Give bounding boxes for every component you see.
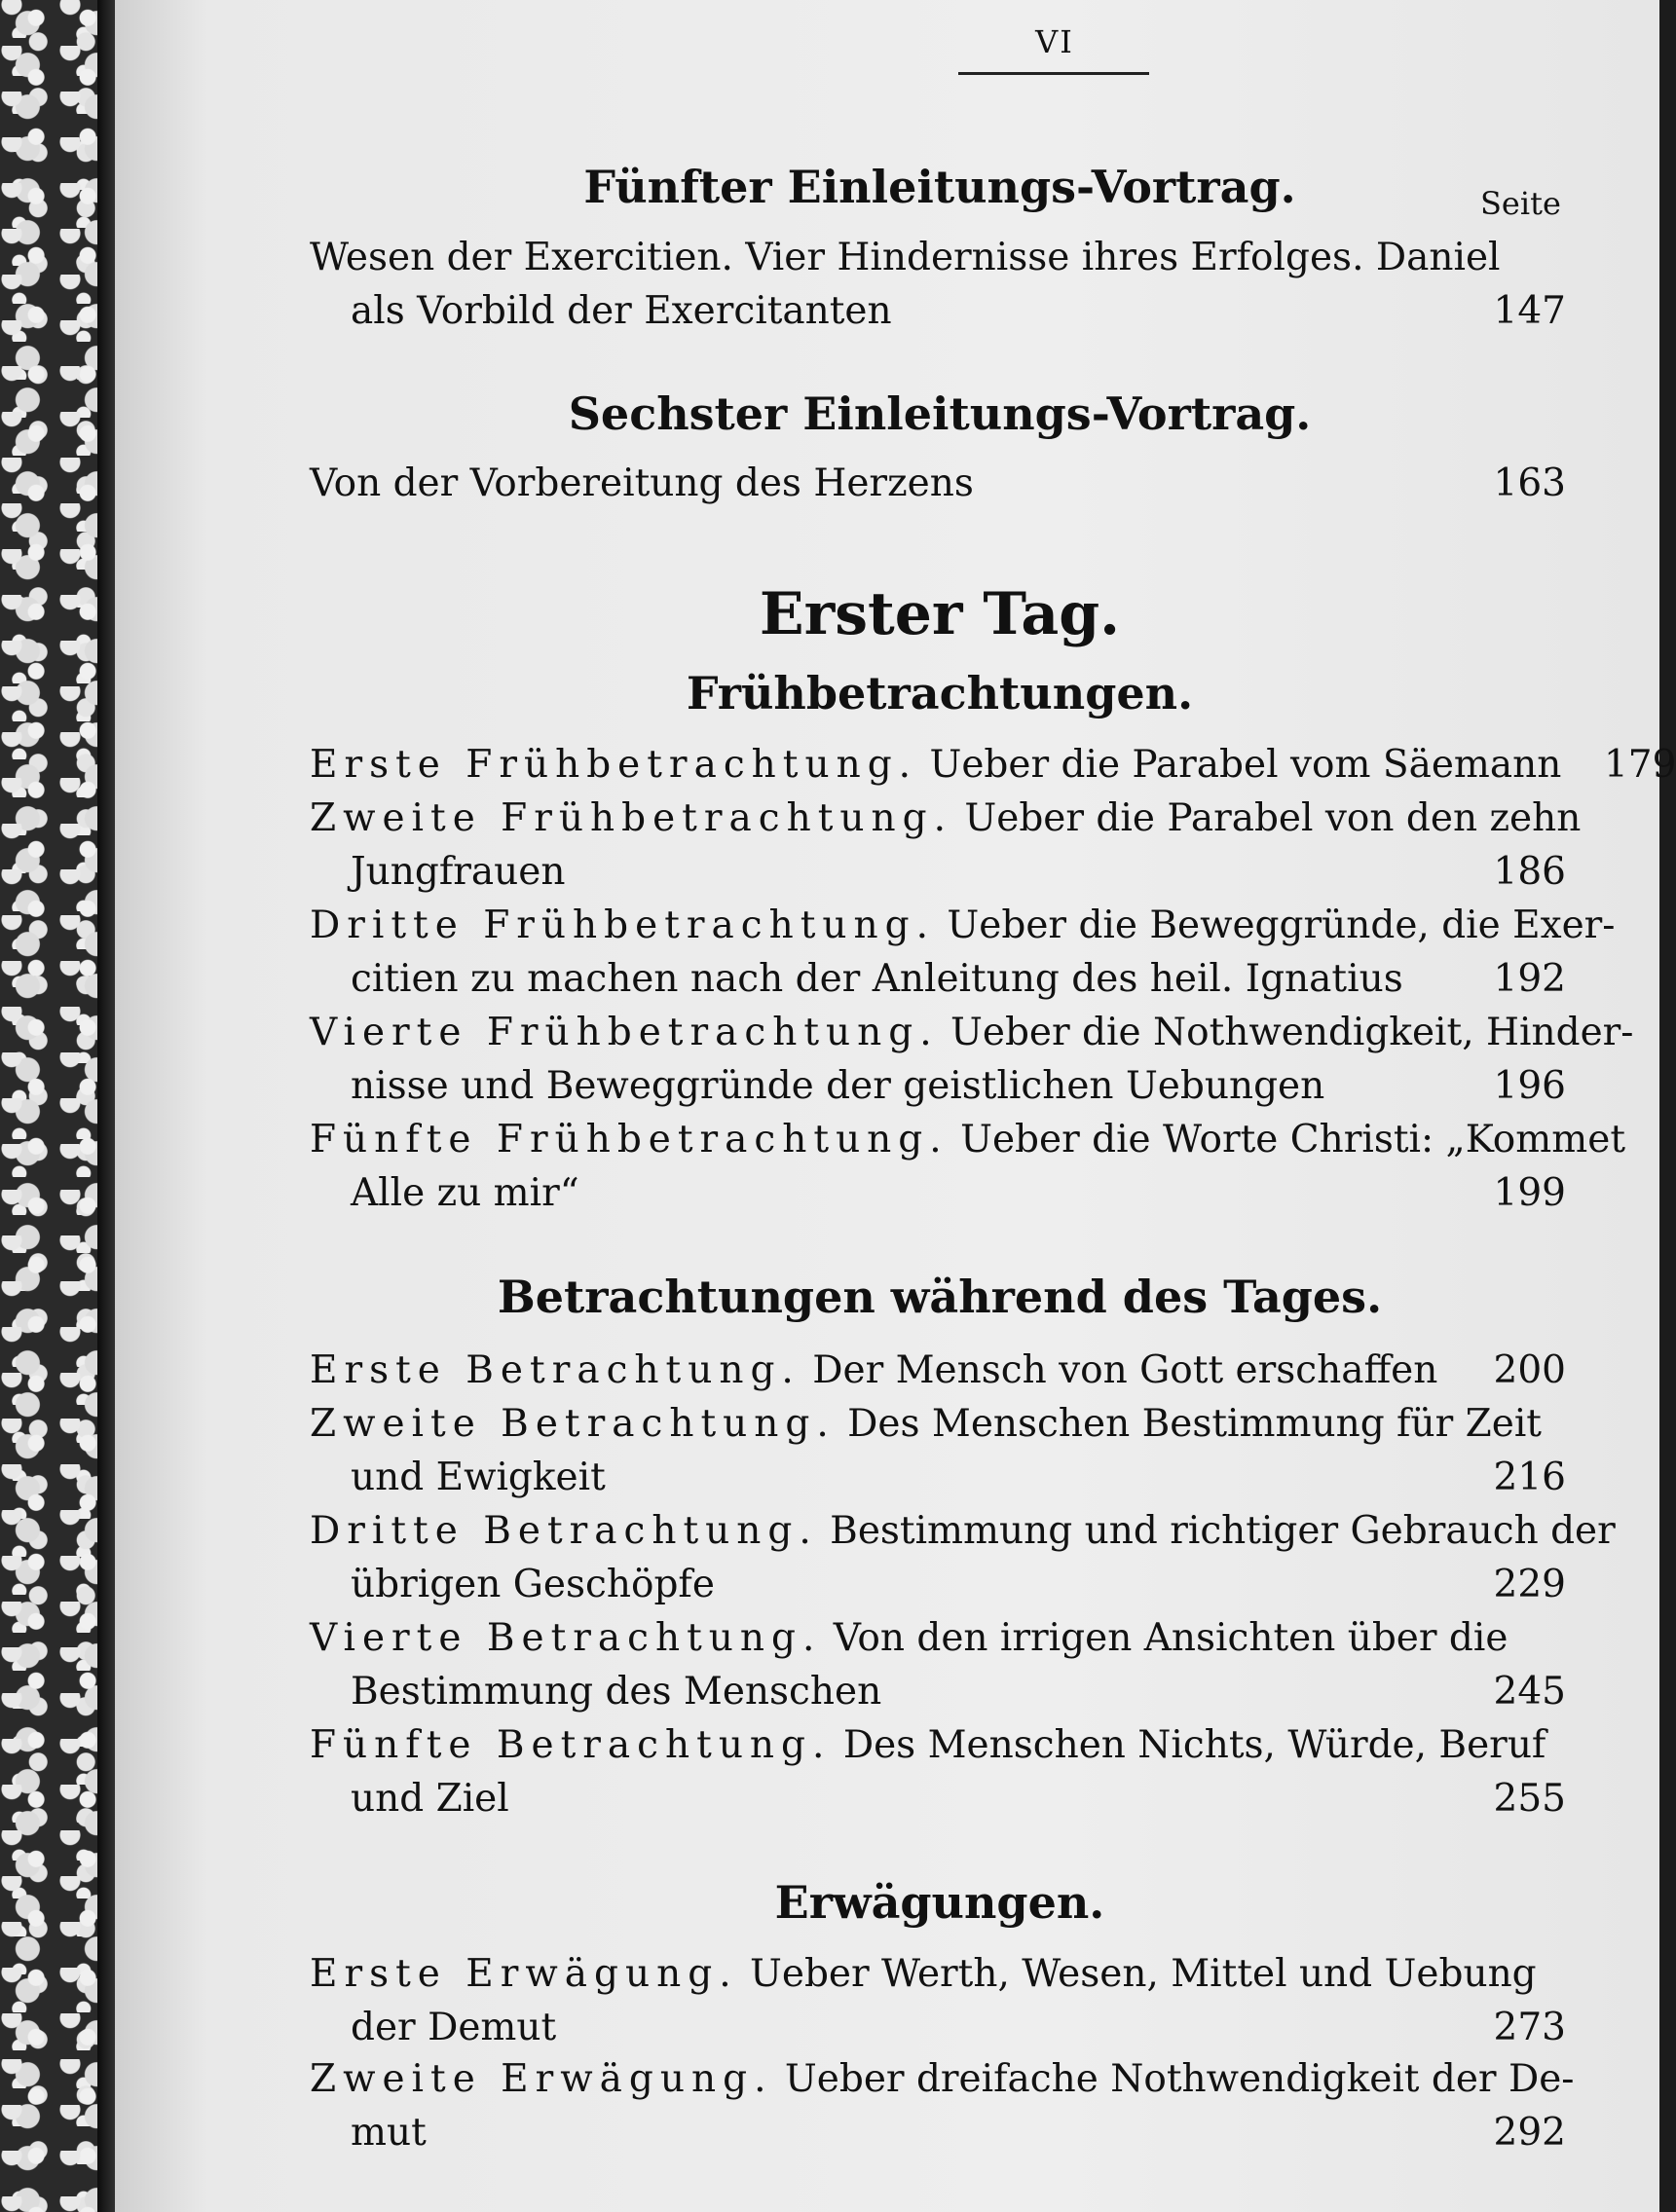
entry-line: Bestimmung und richtiger Gebrauch der <box>830 1509 1616 1553</box>
leader-dots <box>619 1451 1465 1504</box>
entry-lead: Dritte Betrachtung. <box>310 1509 818 1553</box>
section-heading: Fünfter Einleitungs-Vortrag. <box>583 161 1296 213</box>
page-number: VI <box>1035 23 1074 60</box>
entry-lead: Fünfte Frühbetrachtung. <box>310 1118 949 1161</box>
entry-lead: Zweite Frühbetrachtung. <box>310 796 952 840</box>
leader-dots <box>1338 1059 1465 1113</box>
entry-line: Des Menschen Bestimmung für Zeit <box>847 1402 1542 1446</box>
entry-line: Ueber dreifache Nothwendigkeit der De- <box>784 2057 1575 2101</box>
entry-page: 199 <box>1493 1171 1566 1215</box>
entry-lead: Erste Betrachtung. <box>310 1348 801 1392</box>
entry-lead: Zweite Erwägung. <box>310 2057 773 2101</box>
entry-line: Ueber Werth, Wesen, Mittel und Uebung <box>750 1952 1537 1996</box>
day-heading: Erster Tag. <box>759 580 1121 648</box>
marbled-book-edge <box>0 0 109 2212</box>
entry-line: Bestimmung des Menschen <box>351 1670 882 1714</box>
leader-dots <box>440 2106 1465 2159</box>
entry-line: und Ewigkeit <box>351 1456 606 1499</box>
entry-page: 192 <box>1493 957 1566 1001</box>
entry-page: 163 <box>1493 461 1566 505</box>
entry-lead: Zweite Betrachtung. <box>310 1402 836 1446</box>
leader-dots <box>987 457 1465 510</box>
entry-page: 229 <box>1493 1563 1566 1606</box>
entry-lead: Vierte Frühbetrachtung. <box>310 1011 939 1054</box>
entry-line: Ueber die Parabel vom Säemann <box>929 743 1562 787</box>
toc-entry[interactable] <box>310 899 1616 1006</box>
entry-lead: Dritte Frühbetrachtung. <box>310 903 935 947</box>
entry-line: übrigen Geschöpfe <box>351 1563 715 1606</box>
leader-dots <box>570 2001 1465 2054</box>
entry-line: Ueber die Beweggründe, die Exer- <box>947 903 1616 947</box>
entry-page: 147 <box>1493 289 1566 333</box>
entry-line: Von den irrigen Ansichten über die <box>833 1616 1508 1660</box>
page-number-rule <box>958 72 1149 75</box>
toc-entry[interactable] <box>310 2052 1575 2159</box>
section-heading: Sechster Einleitungs-Vortrag. <box>568 387 1312 440</box>
entry-line: Von der Vorbereitung des Herzens <box>310 461 974 505</box>
entry-page: 255 <box>1493 1777 1566 1821</box>
leader-dots <box>523 1772 1465 1825</box>
entry-lead: Fünfte Betrachtung. <box>310 1723 832 1767</box>
entry-line: als Vorbild der Exercitanten <box>351 289 892 333</box>
toc-entry[interactable] <box>310 231 1566 338</box>
entry-line: Jungfrauen <box>351 850 566 894</box>
entry-lead: Erste Frühbetrachtung. <box>310 743 918 787</box>
entry-line: nisse und Beweggründe der geistlichen Uebungen <box>351 1064 1325 1108</box>
leader-dots <box>895 1665 1465 1718</box>
entry-line: Ueber die Worte Christi: „Kommet <box>960 1118 1625 1161</box>
toc-entry[interactable] <box>310 457 1566 510</box>
entry-page: 186 <box>1493 850 1566 894</box>
toc-entry[interactable] <box>310 792 1582 899</box>
toc-entry[interactable] <box>310 1611 1566 1718</box>
entry-line: Der Mensch von Gott erschaffen <box>812 1348 1438 1392</box>
toc-entry[interactable] <box>310 1006 1634 1113</box>
leader-dots <box>593 1166 1465 1220</box>
toc-entry[interactable] <box>310 1397 1566 1504</box>
leader-dots <box>1451 1344 1465 1397</box>
entry-page: 200 <box>1493 1348 1566 1392</box>
entry-line: mut <box>351 2111 427 2155</box>
entry-line: Des Menschen Nichts, Würde, Beruf <box>842 1723 1546 1767</box>
toc-entry[interactable] <box>310 1344 1566 1397</box>
entry-page: 273 <box>1493 2006 1566 2049</box>
entry-line: Ueber die Nothwendigkeit, Hinder- <box>950 1011 1634 1054</box>
entry-line: citien zu machen nach der Anleitung des heil. Ignatius <box>351 957 1403 1001</box>
seite-label: Seite <box>1480 185 1561 222</box>
entry-lead: Vierte Betrachtung. <box>310 1616 822 1660</box>
entry-lead: Erste Erwägung. <box>310 1952 738 1996</box>
entry-page: 292 <box>1493 2111 1566 2155</box>
leader-dots <box>1417 952 1465 1006</box>
toc-entry[interactable] <box>310 738 1676 792</box>
toc-entry[interactable] <box>310 1947 1566 2054</box>
toc-entry[interactable] <box>310 1718 1566 1825</box>
entry-line: Alle zu mir“ <box>351 1171 579 1215</box>
toc-entry[interactable] <box>310 1504 1616 1611</box>
section-heading: Erwägungen. <box>774 1876 1105 1929</box>
section-heading: Betrachtungen während des Tages. <box>497 1271 1383 1323</box>
entry-line: der Demut <box>351 2006 557 2049</box>
entry-page: 179 <box>1603 743 1676 787</box>
leader-dots <box>578 845 1465 899</box>
entry-page: 245 <box>1493 1670 1566 1714</box>
entry-page: 196 <box>1493 1064 1566 1108</box>
entry-line: Ueber die Parabel von den zehn <box>964 796 1582 840</box>
entry-page: 216 <box>1493 1456 1566 1499</box>
leader-dots <box>906 284 1465 338</box>
entry-line: Wesen der Exercitien. Vier Hindernisse ihres Erfolges. Daniel <box>310 236 1501 279</box>
leader-dots <box>728 1558 1465 1611</box>
section-heading: Frühbetrachtungen. <box>686 667 1194 719</box>
toc-entry[interactable] <box>310 1113 1625 1220</box>
entry-line: und Ziel <box>351 1777 509 1821</box>
